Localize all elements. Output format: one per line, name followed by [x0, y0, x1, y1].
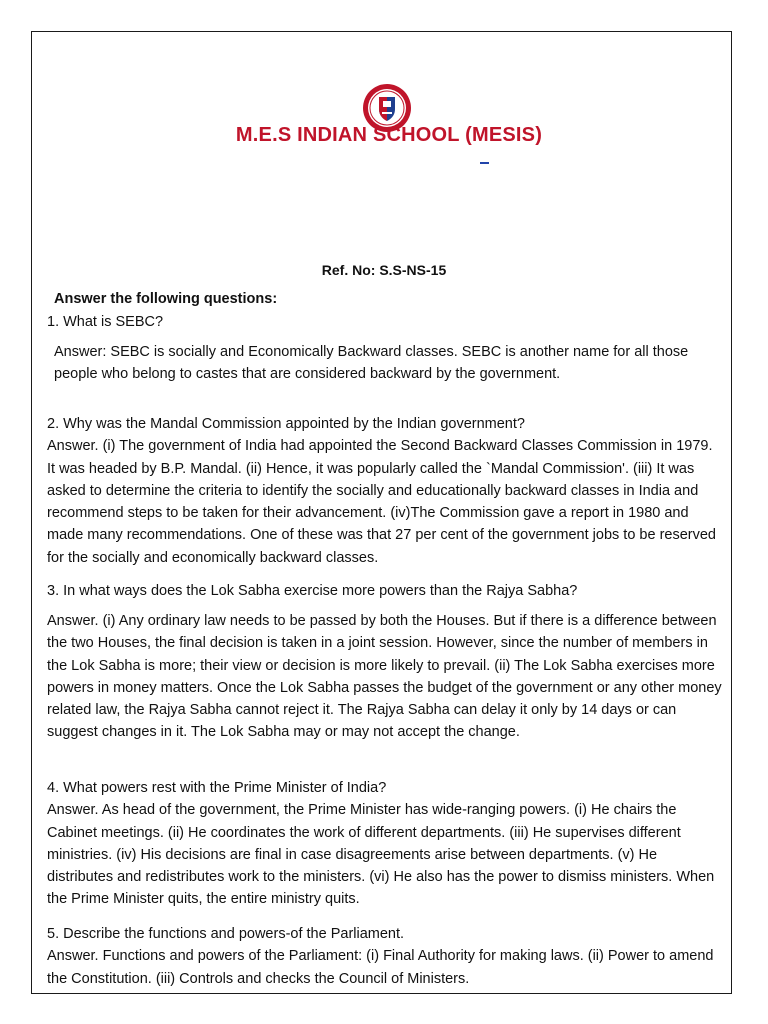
question-text: 4. What powers rest with the Prime Minister of India? [47, 780, 387, 796]
answer-1 [54, 341, 724, 386]
answer-text: Answer. Functions and powers of the Parliament: (i) Final Authority for making laws. (ii) Power to amend the Constitution. (iii) Controls and checks the Council of Ministers. [47, 948, 714, 987]
question-text: 3. In what ways does the Lok Sabha exercise more powers than the Rajya Sabha? [47, 583, 578, 599]
question-text: 1. What is SEBC? [47, 314, 164, 330]
question-text: 2. Why was the Mandal Commission appointed by the Indian government? [47, 416, 525, 432]
answer-3 [47, 610, 723, 744]
reference-number: Ref. No: S.S-NS-15 [321, 262, 447, 278]
question-2 [47, 413, 723, 569]
answer-text: Answer. As head of the government, the Prime Minister has wide-ranging powers. (i) He chairs the Cabinet meetings. (ii) He coordinates the work of different departments. (iii) He supervises different ministries. (iv) His decisions are final in case disagreements arise between departments. (v) He distributes and redistributes work to the ministers. (vi) He also has the power to dismiss ministers. When the Prime Minister quits, the entire ministry quits. [47, 802, 715, 908]
answer-text: Answer: SEBC is socially and Economically Backward classes. SEBC is another name for all those people who belong to castes that are considered backward by the government. [54, 344, 689, 383]
question-3 [47, 580, 723, 602]
instructions-heading: Answer the following questions: [54, 291, 278, 307]
school-name: M.E.S INDIAN SCHOOL (MESIS) [235, 124, 543, 146]
dash-mark [480, 162, 489, 164]
answer-text: Answer. (i) Any ordinary law needs to be passed by both the Houses. But if there is a difference between the two Houses, the final decision is taken in a joint session. However, since the number of members in the Lok Sabha is more; their view or decision is more likely to prevail. (ii) The Lok Sabha exercises more powers in money matters. Once the Lok Sabha passes the budget of the government or any other money related law, the Rajya Sabha cannot reject it. The Rajya Sabha can delay it only by 14 days or can suggest changes in it. The Lok Sabha may or may not accept the change. [47, 613, 722, 741]
question-5 [47, 923, 723, 990]
question-4 [47, 777, 723, 911]
answer-text: Answer. (i) The government of India had appointed the Second Backward Classes Commission in 1979. It was headed by B.P. Mandal. (ii) Hence, it was popularly called the `Mandal Commission'. (iii) It was asked to determine the criteria to identify the socially and educationally backward classes in India and recommend steps to be taken for their advancement. (iv)The Commission gave a report in 1980 and made many recommendations. One of these was that 27 per cent of the government jobs to be reserved for the socially and economically backward classes. [47, 438, 716, 566]
question-text: 5. Describe the functions and powers-of the Parliament. [47, 926, 405, 942]
question-1 [47, 311, 723, 333]
